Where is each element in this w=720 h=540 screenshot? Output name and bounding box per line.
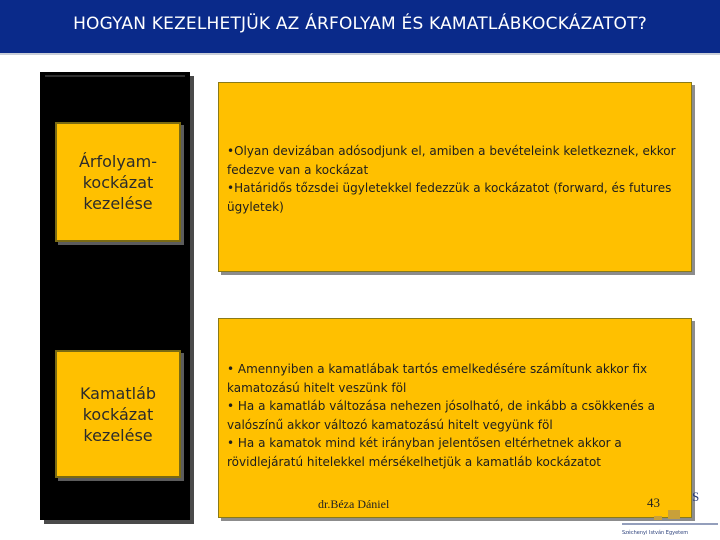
logo-caption: Széchenyi István Egyetem [622,530,689,536]
bullet-item: • Ha a kamatok mind két irányban jelentősen eltérhetnek akkor a rövidlejáratú hitelekkel mérsékelhetjük a kamatláb kockázatot [227,436,622,469]
slide-title: HOGYAN KEZELHETJÜK AZ ÁRFOLYAM ÉS KAMATLÁBKOCKÁZATOT? [73,13,647,34]
bullet-item: • Amennyiben a kamatlábak tartós emelkedésére számítunk akkor fix kamatozású hitelt veszünk föl [227,362,648,395]
label-exchange-rate-risk: Árfolyam- kockázat kezelése [78,151,158,213]
bullet-item: •Olyan devizában adósodjunk el, amiben a bevételeink keletkeznek, ekkor fedezve van a kockázat [227,144,676,177]
footer-author: dr.Béza Dániel [318,497,390,511]
university-logo [612,486,720,540]
bullet-item: • Ha a kamatláb változása nehezen jósolható, de inkább a csökkenés a valószínű akkor változó kamatozású hitelt vegyünk föl [227,399,655,432]
label-interest-rate-risk: Kamatláb kockázat kezelése [79,383,157,445]
title-bar [0,0,720,55]
label-box-interest-rate-risk [55,350,181,478]
bullet-item: •Határidős tőzsdei ügyletekkel fedezzük a kockázatot (forward, és futures ügyletek) [227,181,672,214]
page-number: 43 [647,495,660,510]
content-box-exchange-rate-risk [218,82,692,272]
logo-partial-letter: S [692,489,700,504]
label-box-exchange-rate-risk [55,122,181,242]
